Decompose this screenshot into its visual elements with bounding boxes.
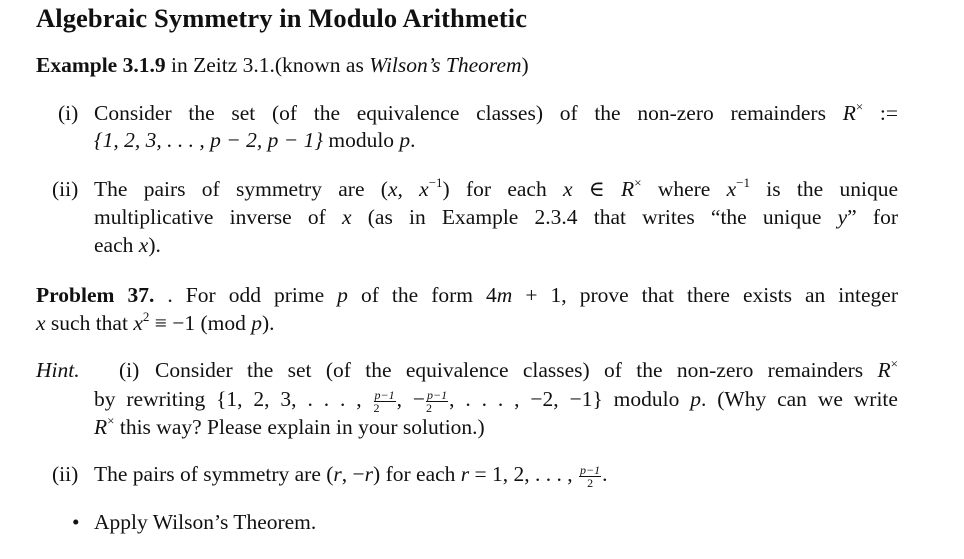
hint-item-2-marker: (ii) (52, 462, 79, 486)
example-item-2-line2: multiplicative inverse of x (as in Example 2.3.4 that writes “the unique y” for (94, 205, 898, 229)
example-item-1-line1: Consider the set (of the equivalence classes) of the non-zero remainders R× := (94, 99, 898, 125)
example-item-2-marker: (ii) (52, 177, 79, 201)
hint-item-1-line1: Consider the set (of the equivalence classes) of the non-zero remainders R× (155, 356, 898, 382)
example-heading (36, 52, 529, 78)
hint-item-1-marker: (i) (119, 358, 140, 382)
hint-item-1-line3: R× this way? Please explain in your solution.) (94, 413, 485, 439)
example-item-2-line1: The pairs of symmetry are (x, $x^{-1}$) for each x ∈ R× where $x^{-1}$ is the unique (94, 175, 898, 201)
example-item-1-line2: {1, 2, 3, . . . , p − 2, p − 1} modulo p. (94, 128, 416, 152)
example-item-1-marker: (i) (58, 101, 79, 125)
problem-label: Problem 37. (36, 283, 155, 307)
theorem-name: Wilson’s Theorem (369, 53, 522, 77)
example-label: Example 3.1.9 (36, 53, 166, 77)
problem-line1: Problem 37. . For odd prime p of the form 4m + 1, prove that there exists an integer (36, 283, 898, 307)
example-item-2-line3: each x). (94, 233, 161, 257)
bullet-icon: • (72, 510, 80, 534)
hint-label: Hint. (36, 358, 80, 382)
problem-line2: x such that $x^2 \equiv -1$ (mod p). (36, 309, 275, 335)
example-text-post: ) (521, 53, 529, 77)
hint-item-2-line1: The pairs of symmetry are (r, −r) for each r = 1, 2, . . . , $\frac{p-1}{2}$ . (94, 462, 608, 490)
hint-item-1-line2: by rewriting {1, 2, 3, . . . , $\frac{p-1}{2}$ , − $\frac{p-1}{2}$ , . . . , −2, −1} modulo p. (Why can we write (94, 387, 898, 415)
hint-bullet-text: Apply Wilson’s Theorem. (94, 510, 317, 534)
page-title: Algebraic Symmetry in Modulo Arithmetic (36, 3, 528, 33)
example-text-pre: in Zeitz 3.1.(known as (165, 53, 370, 77)
